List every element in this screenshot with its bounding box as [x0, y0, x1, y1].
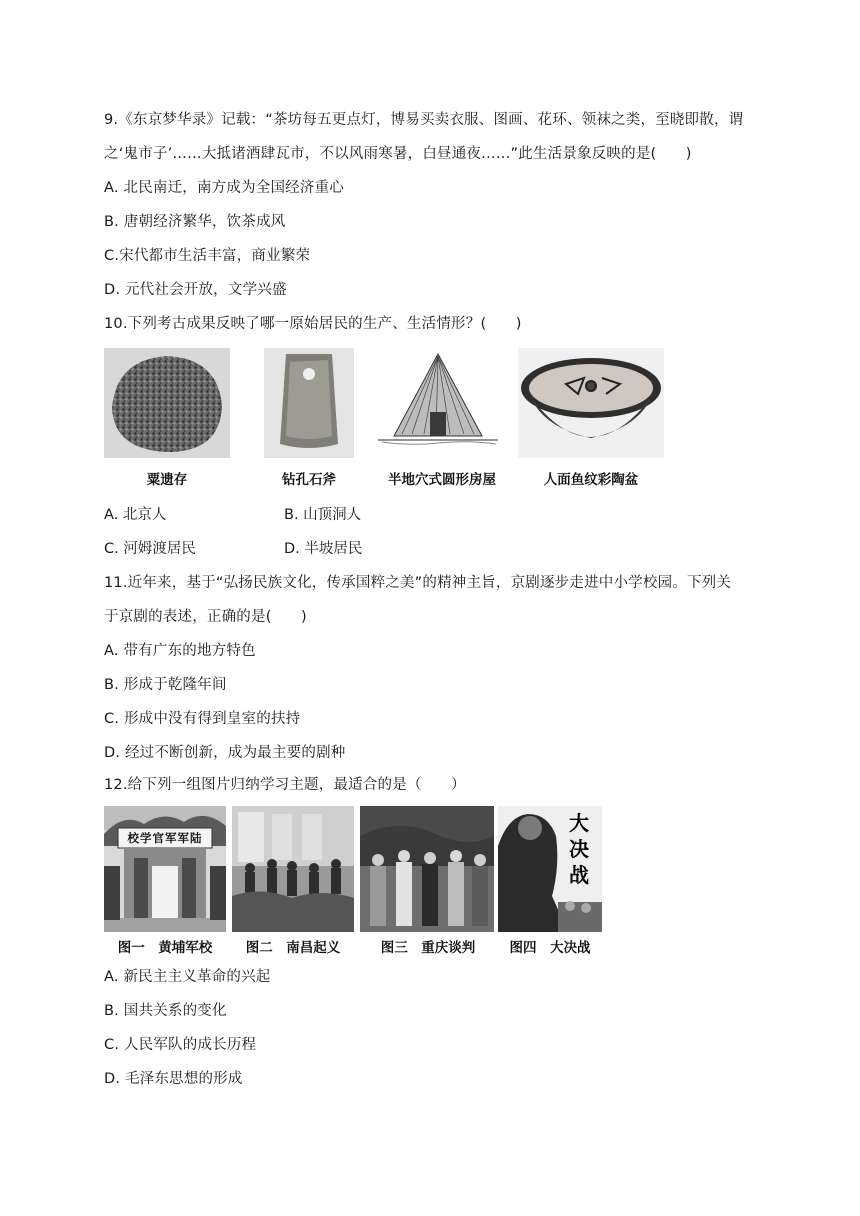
q10-figure-hut — [372, 348, 512, 490]
q11-stem-line2: 于京剧的表述，正确的是( ) — [104, 609, 307, 625]
q12-stem: 12.给下列一组图片归纳学习主题，最适合的是（ ） — [104, 777, 466, 793]
q12-figure-row — [104, 806, 604, 956]
q9-option-d: D. 元代社会开放，文学兴盛 — [104, 282, 287, 298]
q10-figure-basin — [518, 348, 664, 490]
q10-figure-axe — [264, 348, 364, 490]
q10-caption-2: 钻孔石斧 — [282, 472, 336, 488]
q12-caption-3: 图三 重庆谈判 — [380, 940, 476, 956]
whampoa-gate-sign: 校学官军军陆 — [127, 831, 203, 845]
q12-caption-4: 图四 大决战 — [509, 940, 591, 956]
q10-figure-row — [104, 348, 664, 490]
q11-option-a: A. 带有广东的地方特色 — [104, 643, 256, 659]
q11-option-c: C. 形成中没有得到皇室的扶持 — [104, 711, 301, 727]
q12-option-b: B. 国共关系的变化 — [104, 1003, 227, 1019]
q9-option-c: C.宋代都市生活丰富，商业繁荣 — [104, 248, 311, 264]
q12-option-c: C. 人民军队的成长历程 — [104, 1037, 257, 1053]
q9-stem-line1: 9.《东京梦华录》记载：“茶坊每五更点灯，博易买卖衣服、图画、花环、领袜之类，至晓即散，谓 — [104, 112, 744, 128]
thatched-hut-photo-icon — [372, 348, 504, 458]
nanchang-uprising-painting-icon — [232, 806, 354, 932]
whampoa-academy-gate-photo-icon — [104, 806, 226, 932]
q12-option-a: A. 新民主主义革命的兴起 — [104, 969, 271, 985]
q10-option-a: A. 北京人 — [104, 507, 167, 523]
q12-figure-chongqing — [360, 806, 496, 956]
q10-option-d: D. 半坡居民 — [284, 541, 363, 557]
q10-option-b: B. 山顶洞人 — [284, 507, 362, 523]
q11-stem-line1: 11.近年来，基于“弘扬民族文化，传承国粹之美”的精神主旨，京剧逐步走进中小学校园。下列关 — [104, 575, 732, 591]
poster-title: 大决战 — [569, 811, 589, 887]
painted-pottery-basin-photo-icon — [518, 348, 664, 458]
q10-stem: 10.下列考古成果反映了哪一原始居民的生产、生活情形？( ) — [104, 316, 522, 332]
decisive-battle-poster-icon — [498, 806, 602, 932]
chongqing-negotiation-photo-icon — [360, 806, 494, 932]
q10-caption-4: 人面鱼纹彩陶盆 — [543, 472, 639, 488]
q12-caption-2: 图二 南昌起义 — [245, 940, 341, 956]
stone-axe-photo-icon — [264, 348, 354, 458]
q9-option-a: A. 北民南迁，南方成为全国经济重心 — [104, 180, 344, 196]
q10-figure-millet — [104, 348, 230, 490]
q11-option-b: B. 形成于乾隆年间 — [104, 677, 227, 693]
q12-caption-1: 图一 黄埔军校 — [117, 940, 213, 956]
q10-caption-3: 半地穴式圆形房屋 — [388, 472, 496, 488]
q12-figure-whampoa — [104, 806, 226, 956]
q11-option-d: D. 经过不断创新，成为最主要的剧种 — [104, 745, 346, 761]
millet-grain-photo-icon — [104, 348, 230, 458]
q12-figure-decisive-battle — [498, 806, 602, 956]
q12-figure-nanchang — [232, 806, 354, 956]
q10-caption-1: 粟遗存 — [146, 472, 188, 488]
q12-option-d: D. 毛泽东思想的形成 — [104, 1071, 243, 1087]
q9-option-b: B. 唐朝经济繁华，饮茶成风 — [104, 214, 286, 230]
q10-option-c: C. 河姆渡居民 — [104, 541, 196, 557]
q9-stem-line2: 之‘鬼市子’……大抵诸酒肆瓦市，不以风雨寒暑，白昼通夜……”此生活景象反映的是( ) — [104, 146, 692, 162]
